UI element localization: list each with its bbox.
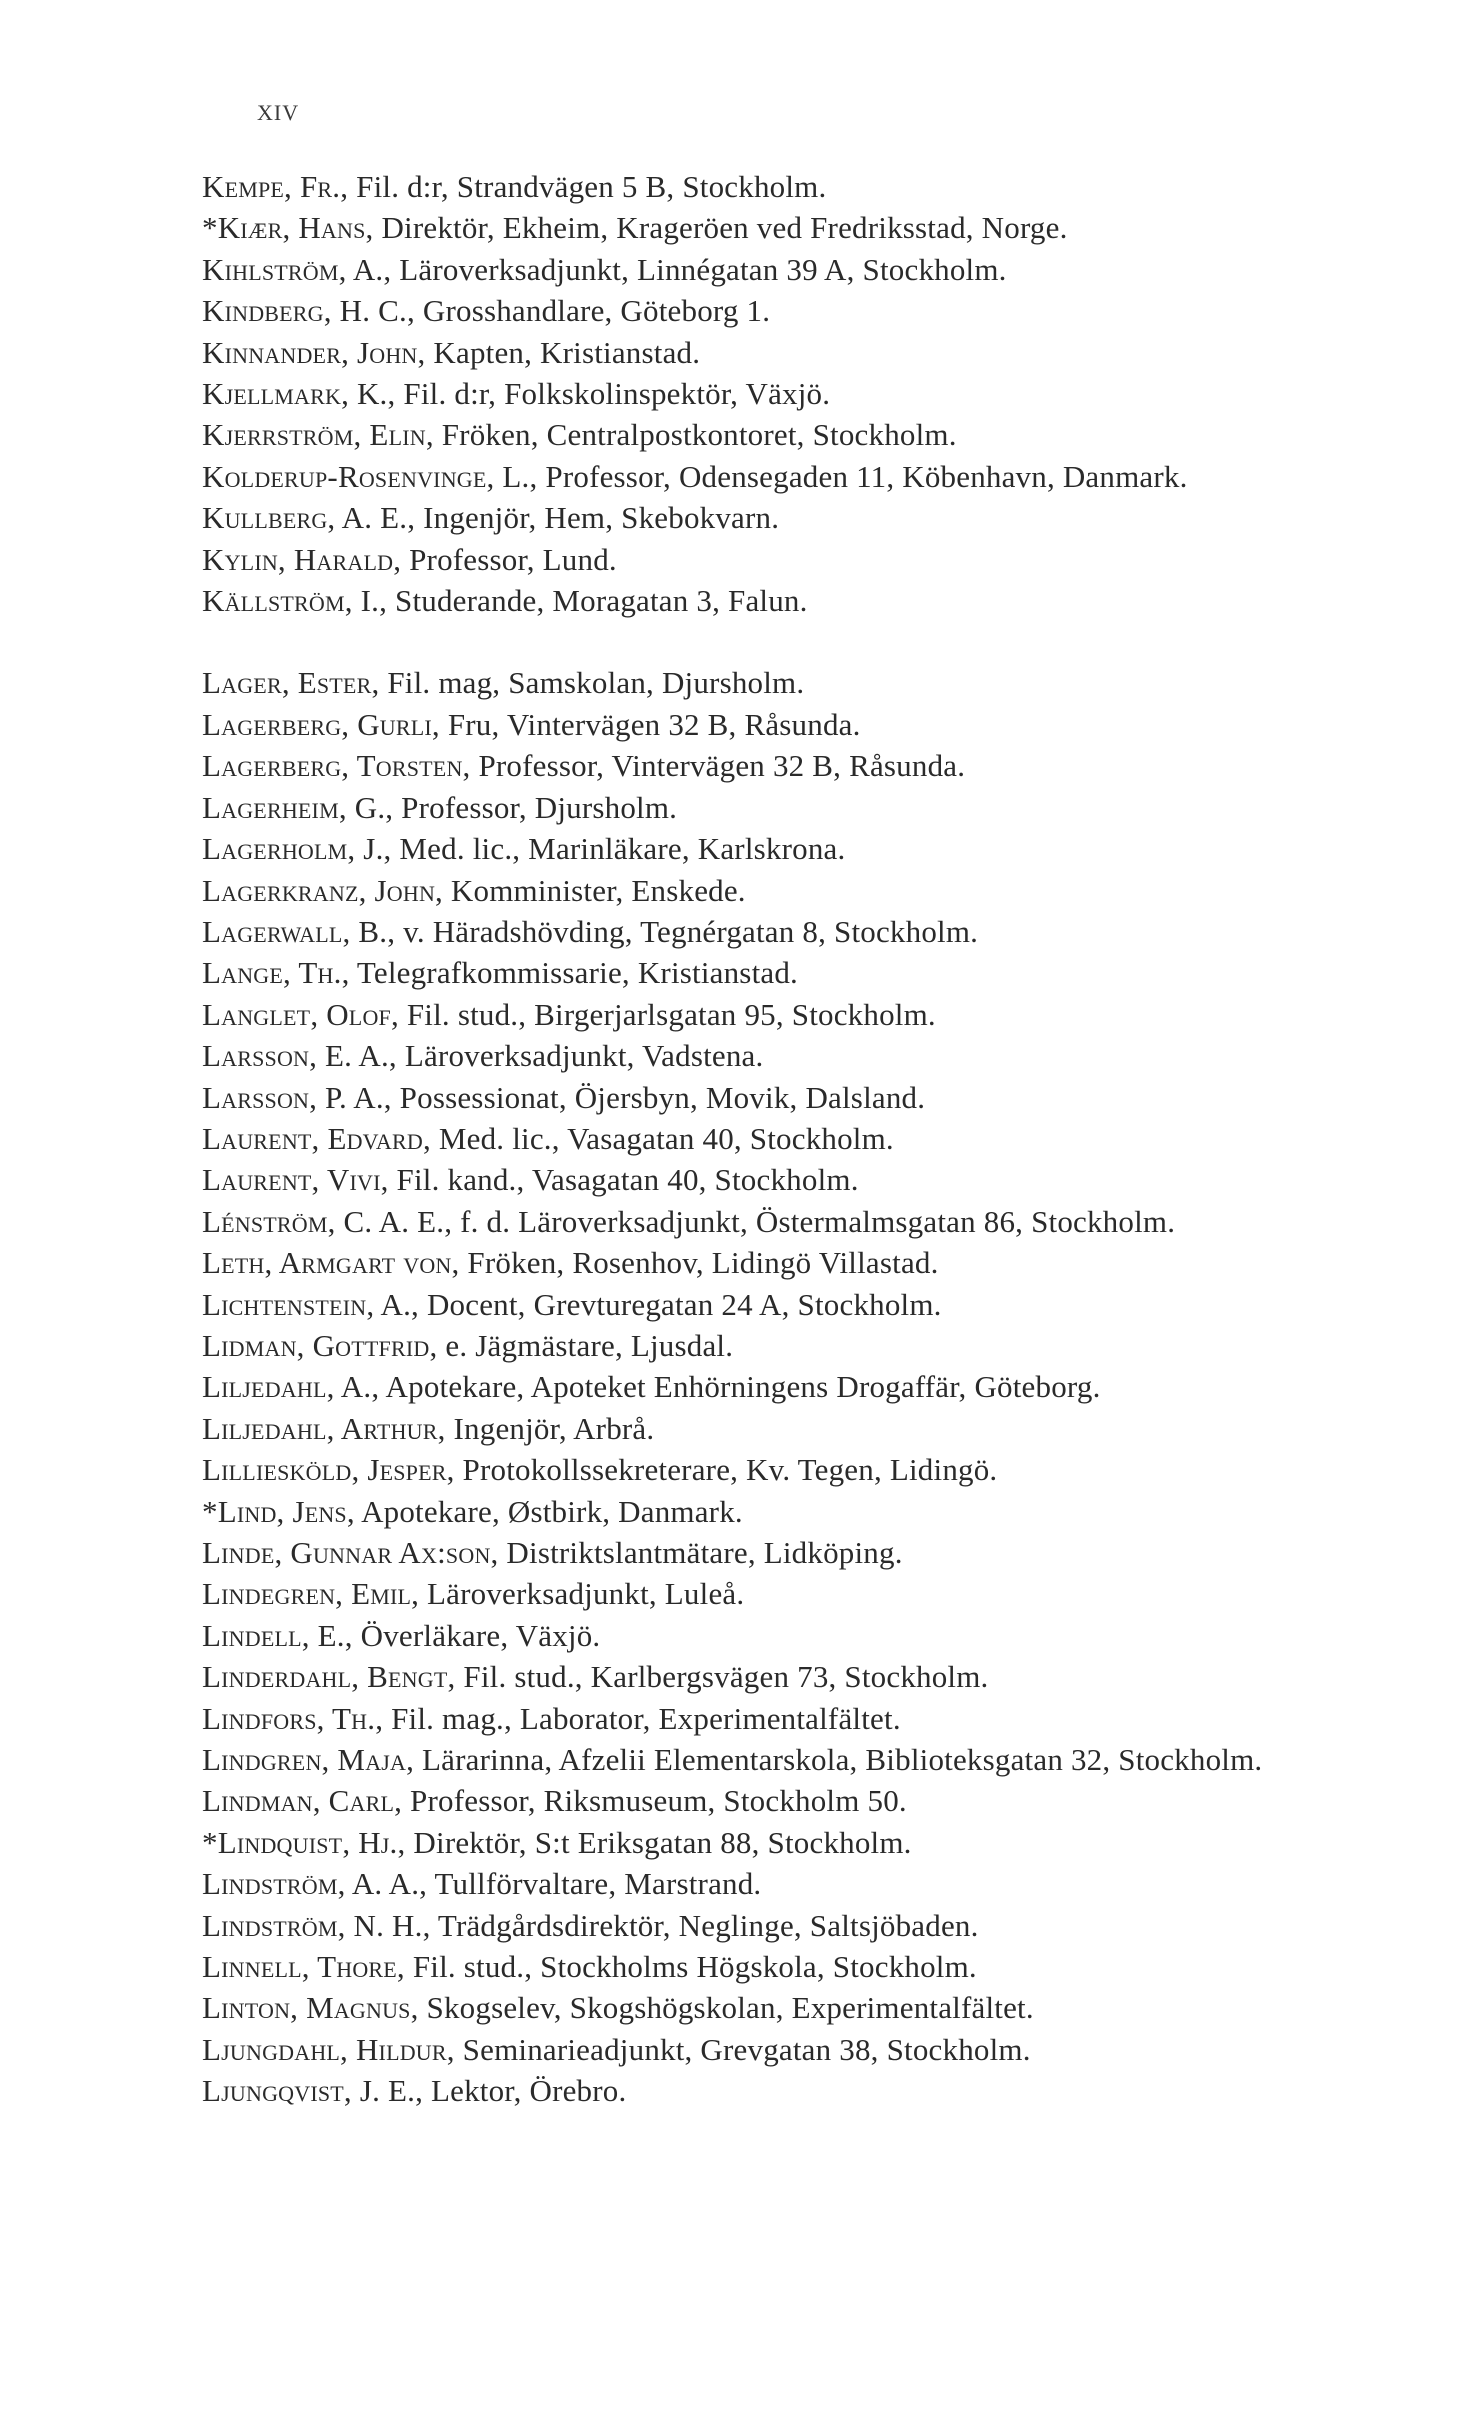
entry-name: Lilliesköld, Jesper [202,1452,447,1488]
list-item [202,2029,1464,2070]
list-item [202,1656,1464,1697]
list-item [202,456,1464,497]
entry-details: , Fil. mag, Samskolan, Djursholm. [371,665,805,701]
list-item [202,1863,1464,1904]
entry-name: Ljungqvist, J. E. [202,2073,416,2109]
entry-name: Kihlström, A. [202,251,384,287]
list-item [202,1284,1464,1325]
entry-details: , Fil. stud., Stockholms Högskola, Stockholm. [396,1949,977,1985]
entry-name: Lagerholm, J. [202,831,384,867]
list-item [202,290,1464,331]
entry-name: Laurent, Vivi [202,1162,381,1198]
entry-details: , Apotekare, Apoteket Enhörningens Drogaffär, Göteborg. [371,1369,1101,1405]
entry-details: , Med. lic., Vasagatan 40, Stockholm. [422,1120,894,1156]
list-item [202,1491,1464,1532]
entry-name: Langlet, Olof [202,996,391,1032]
entry-details: , Läroverksadjunkt, Luleå. [411,1576,745,1612]
entry-name: Linde, Gunnar Ax:son [202,1535,491,1570]
entry-name: Lindström, N. H. [202,1907,423,1943]
list-item [202,1077,1464,1118]
entry-name: Larsson, P. A. [202,1079,384,1115]
list-item [202,787,1464,828]
list-item [202,373,1464,414]
entry-details: , Skogselev, Skogshögskolan, Experimentalfältet. [410,1990,1034,2026]
list-item [202,1242,1464,1283]
list-item [202,1325,1464,1366]
entry-details: , Direktör, S:t Eriksgatan 88, Stockholm. [397,1824,912,1860]
list-item [202,1822,1464,1863]
list-item [202,207,1464,248]
entry-name: Lindegren, Emil [202,1576,412,1612]
entry-name: Lagerkranz, John [202,872,436,908]
list-item [202,704,1464,745]
entry-name: *Kiær, Hans [202,210,366,246]
list-item [202,1780,1464,1821]
list-item [202,539,1464,580]
entry-details: , Professor, Riksmuseum, Stockholm 50. [394,1783,907,1819]
list-item [202,249,1464,290]
entry-details: , Studerande, Moragatan 3, Falun. [379,583,808,619]
list-item [202,1987,1464,2028]
entry-name: *Lindquist, Hj. [202,1824,398,1860]
list-item [202,332,1464,373]
list-item [202,1573,1464,1614]
entry-name: Kempe, Fr. [202,169,341,204]
entry-details: , Fil. mag., Laborator, Experimentalfältet. [375,1700,901,1736]
page-number: XIV [257,100,300,125]
entry-name: Kjellmark, K. [202,376,388,412]
entry-details: , Telegrafkommissarie, Kristianstad. [341,955,798,991]
entry-details: , f. d. Läroverksadjunkt, Östermalmsgatan 86, Stockholm. [444,1203,1176,1239]
entry-details: , Läroverksadjunkt, Vadstena. [388,1038,764,1074]
list-item [202,166,1464,207]
entry-name: Lénström, C. A. E. [202,1203,445,1239]
entry-name: Ljungdahl, Hildur [202,2031,447,2067]
section-gap [202,621,1464,662]
entry-details: , Ingenjör, Hem, Skebokvarn. [407,500,780,536]
entry-details: , Ingenjör, Arbrå. [437,1410,655,1446]
entry-details: , Komminister, Enskede. [435,872,746,908]
list-item [202,1201,1464,1242]
list-item [202,1035,1464,1076]
entry-details: , Tullförvaltare, Marstrand. [419,1866,762,1902]
entry-details: , Grosshandlare, Göteborg 1. [406,293,771,329]
entry-details: , Docent, Grevturegatan 24 A, Stockholm. [411,1286,942,1322]
list-item [202,1946,1464,1987]
list-item [202,497,1464,538]
list-item [202,1159,1464,1200]
entry-details: , Distriktslantmätare, Lidköping. [490,1535,903,1570]
entry-name: Lindström, A. A. [202,1866,420,1902]
entry-details: , Fröken, Centralpostkontoret, Stockholm. [425,417,957,453]
list-item [202,1698,1464,1739]
list-item [202,1118,1464,1159]
entry-details: , Professor, Djursholm. [385,789,678,825]
entry-details: , Professor, Odensegaden 11, Köbenhavn, Danmark. [529,458,1188,494]
entry-details: , Kapten, Kristianstad. [417,334,701,370]
list-item [202,1366,1464,1407]
entry-details: , Fil. d:r, Folkskolinspektör, Växjö. [387,376,831,412]
entry-details: , Med. lic., Marinläkare, Karlskrona. [383,831,846,867]
list-item [202,580,1464,621]
entry-name: Lagerberg, Torsten [202,748,463,784]
list-item [202,1615,1464,1656]
list-item [202,662,1464,703]
entry-details: , Trädgårdsdirektör, Neglinge, Saltsjöbaden. [422,1907,979,1943]
entry-name: Lindman, Carl [202,1783,395,1819]
entry-details: , Protokollssekreterare, Kv. Tegen, Lidingö. [446,1452,998,1488]
entry-details: , Lektor, Örebro. [415,2073,627,2109]
list-item [202,1739,1464,1780]
entry-details: , Fil. kand., Vasagatan 40, Stockholm. [380,1162,859,1198]
list-item [202,870,1464,911]
entry-name: Lagerberg, Gurli [202,706,432,742]
entry-name: Lindgren, Maja [202,1742,407,1778]
entry-details: , Professor, Lund. [393,541,617,577]
entry-details: , Fil. stud., Birgerjarlsgatan 95, Stockholm. [390,996,936,1032]
entry-details: , Överläkare, Växjö. [344,1617,601,1653]
entry-details: , Direktör, Ekheim, Krageröen ved Fredriksstad, Norge. [365,210,1068,246]
entry-name: Kinnander, John [202,334,418,370]
entry-details: , v. Häradshövding, Tegnérgatan 8, Stockholm. [387,913,979,949]
entry-name: Lidman, Gottfrid [202,1327,430,1363]
list-item [202,828,1464,869]
entry-name: Lange, Th. [202,955,342,991]
entry-name: *Lind, Jens [202,1493,347,1529]
entry-name: Lindfors, Th. [202,1700,376,1736]
list-item [202,1449,1464,1490]
entry-details: , Fröken, Rosenhov, Lidingö Villastad. [451,1245,939,1281]
entry-name: Kullberg, A. E. [202,500,408,536]
entry-name: Lagerheim, G. [202,789,386,825]
list-item [202,1905,1464,1946]
entry-details: , Fil. d:r, Strandvägen 5 B, Stockholm. [340,169,827,204]
entry-name: Larsson, E. A. [202,1038,389,1074]
list-item [202,952,1464,993]
entry-details: , Fru, Vintervägen 32 B, Råsunda. [431,706,861,742]
entry-name: Kolderup-Rosenvinge, L. [202,458,530,494]
entry-name: Laurent, Edvard [202,1120,423,1156]
entry-details: , Apotekare, Østbirk, Danmark. [346,1493,743,1529]
entry-details: , Lärarinna, Afzelii Elementarskola, Biblioteksgatan 32, Stockholm. [406,1742,1263,1778]
entry-name: Lindell, E. [202,1617,345,1653]
entry-details: , Seminarieadjunkt, Grevgatan 38, Stockholm. [446,2031,1031,2067]
entry-details: , e. Jägmästare, Ljusdal. [429,1327,734,1363]
entry-name: Lichtenstein, A. [202,1286,412,1322]
list-item [202,414,1464,455]
list-item [202,2070,1464,2111]
list-item [202,994,1464,1035]
list-item [202,911,1464,952]
list-item [202,745,1464,786]
entry-name: Kjerrström, Elin [202,417,426,453]
entry-details: , Läroverksadjunkt, Linnégatan 39 A, Stockholm. [383,251,1007,287]
entry-name: Kindberg, H. C. [202,293,407,329]
entry-details: , Possessionat, Öjersbyn, Movik, Dalsland. [383,1079,926,1115]
list-item [202,1408,1464,1449]
entry-name: Liljedahl, A. [202,1369,372,1405]
entry-details: , Professor, Vintervägen 32 B, Råsunda. [462,748,966,784]
entry-name: Lager, Ester [202,665,372,701]
list-item [202,1532,1464,1573]
entry-name: Leth, Armgart von [202,1245,452,1281]
entry-name: Källström, I. [202,583,380,619]
entry-name: Lagerwall, B. [202,913,388,949]
entry-details: , Fil. stud., Karlbergsvägen 73, Stockholm. [447,1659,989,1695]
member-list [202,166,1464,2112]
entry-name: Linderdahl, Bengt [202,1659,448,1695]
entry-name: Liljedahl, Arthur [202,1410,438,1446]
entry-name: Kylin, Harald [202,541,394,577]
entry-name: Linton, Magnus [202,1990,411,2026]
entry-name: Linnell, Thore [202,1949,397,1985]
